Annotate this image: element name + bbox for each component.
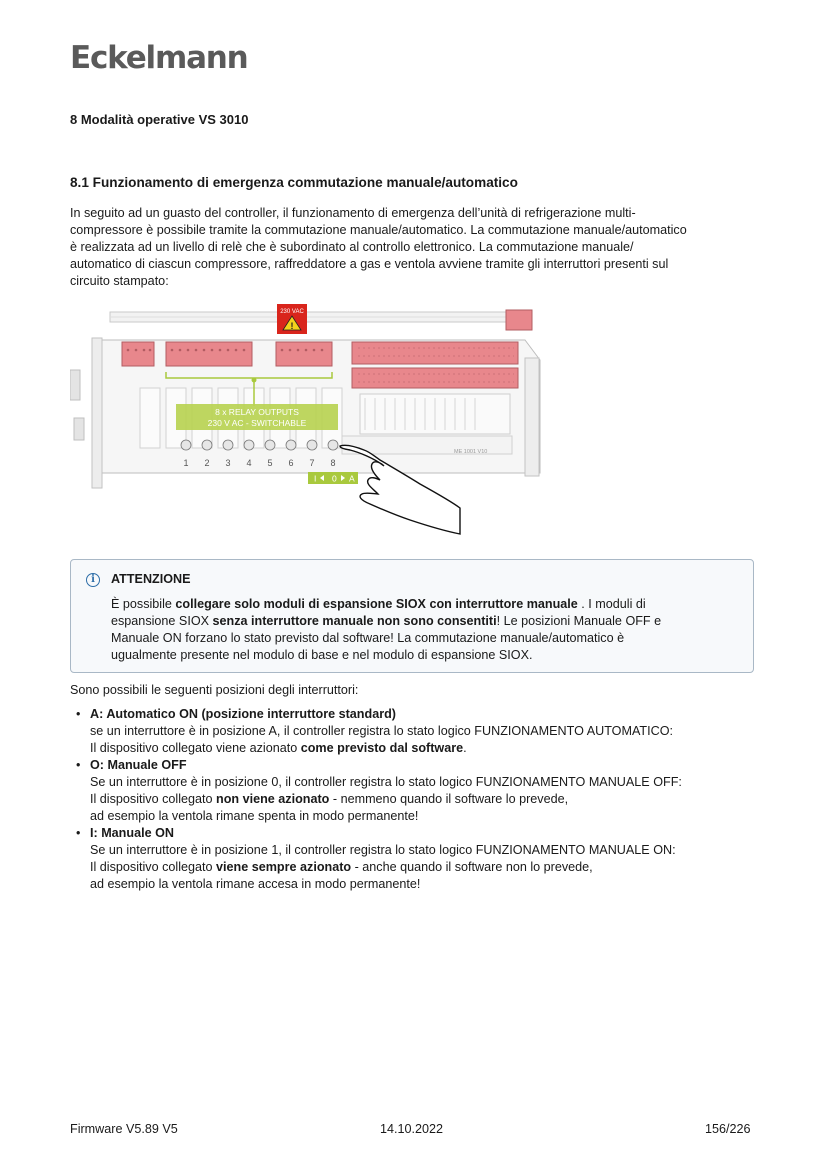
position-line: Se un interruttore è in posizione 0, il controller registra lo stato logico FUNZIONAMENTO MANUALE OFF:: [90, 775, 682, 789]
intro-line: In seguito ad un guasto del controller, il funzionamento di emergenza dell’unità di refrigerazione multi-: [70, 206, 636, 220]
intro-line: compressore è possibile tramite la commutazione manuale/automatico. La commutazione manuale/automatico: [70, 223, 687, 237]
text-run: È possibile: [111, 597, 176, 611]
position-line: [90, 740, 766, 757]
text-run: . I moduli di: [577, 597, 646, 611]
list-item: [76, 706, 766, 757]
high-voltage-warning: [277, 304, 307, 334]
switch-number: 1: [183, 458, 189, 468]
position-line: ad esempio la ventola rimane spenta in modo permanente!: [90, 809, 419, 823]
position-heading: I: Manuale ON: [90, 826, 174, 840]
switch-number: 3: [225, 458, 231, 468]
text-run: ! Le posizioni Manuale OFF e: [496, 614, 662, 628]
callout-body: [111, 596, 741, 664]
relay-label-line1: 8 x RELAY OUTPUTS: [215, 407, 299, 417]
text-run-bold: come previsto dal software: [300, 741, 464, 755]
attention-callout: [70, 559, 754, 673]
switch-number: 4: [246, 458, 252, 468]
text-run-bold: viene sempre azionato: [216, 860, 352, 874]
text-run: Il dispositivo collegato: [90, 792, 217, 806]
svg-text:!: !: [290, 321, 294, 331]
text-run: Il dispositivo collegato: [90, 860, 217, 874]
warning-label: 230 VAC: [280, 309, 304, 315]
position-heading: O: Manuale OFF: [90, 758, 187, 772]
callout-line: [111, 613, 741, 630]
bullet: •: [76, 707, 81, 721]
text-run: - anche quando il software non lo prevede,: [351, 860, 593, 874]
legend-manual-off: 0: [332, 473, 337, 484]
bullet: •: [76, 758, 81, 772]
info-icon: i: [86, 573, 100, 587]
intro-line: circuito stampato:: [70, 274, 169, 288]
section-title: 8.1 Funzionamento di emergenza commutazione manuale/automatico: [70, 175, 518, 190]
eckelmann-logo: Eckelmann: [70, 40, 248, 76]
text-run: Il dispositivo collegato viene azionato: [90, 741, 301, 755]
text-run-bold: collegare solo moduli di espansione SIOX con interruttore manuale: [175, 597, 578, 611]
position-line: [90, 859, 766, 876]
callout-line: ugualmente presente nel modulo di base e nel modulo di espansione SIOX.: [111, 648, 533, 662]
list-item: [76, 757, 766, 825]
intro-line: è realizzata ad un livello di relè che è subordinato al controllo elettronico. La commutazione manuale/: [70, 240, 634, 254]
switch-number: 6: [288, 458, 294, 468]
terminal-block-small: [506, 310, 532, 330]
circuit-board-figure: [70, 298, 560, 538]
intro-paragraph: [70, 205, 760, 290]
legend-automatic: A: [349, 473, 355, 484]
bullet: •: [76, 826, 81, 840]
text-run: .: [463, 741, 467, 755]
position-line: se un interruttore è in posizione A, il controller registra lo stato logico FUNZIONAMENTO AUTOMATICO:: [90, 724, 674, 738]
terminal-block: [166, 342, 252, 366]
text-run-bold: non viene azionato: [216, 792, 330, 806]
callout-line: [111, 596, 741, 613]
terminal-block: [276, 342, 332, 366]
switch-number: 5: [267, 458, 273, 468]
positions-intro: Sono possibili le seguenti posizioni degli interruttori:: [70, 683, 359, 697]
position-heading: A: Automatico ON (posizione interruttore standard): [90, 707, 396, 721]
switch-number: 8: [330, 458, 336, 468]
footer-page-number: 156/226: [705, 1122, 751, 1136]
switch-position-legend: [308, 472, 358, 484]
callout-title: ATTENZIONE: [111, 572, 191, 586]
switch-number: 2: [204, 458, 210, 468]
text-run: espansione SIOX: [111, 614, 213, 628]
text-run-bold: senza interruttore manuale non sono consentiti: [212, 614, 497, 628]
chapter-title: 8 Modalità operative VS 3010: [70, 112, 249, 127]
board-id-label: ME 1001 V10: [454, 449, 488, 455]
legend-manual-on: I: [314, 473, 317, 484]
terminal-block: [122, 342, 154, 366]
switch-number: 7: [309, 458, 315, 468]
list-item: [76, 825, 766, 893]
position-line: Se un interruttore è in posizione 1, il controller registra lo stato logico FUNZIONAMENTO MANUALE ON:: [90, 843, 676, 857]
footer-date: 14.10.2022: [380, 1122, 444, 1136]
circuit-board-illustration: [70, 298, 560, 538]
switch-positions-list: [76, 706, 766, 893]
text-run: - nemmeno quando il software lo prevede,: [329, 792, 569, 806]
intro-line: automatico di ciascun compressore, raffreddatore a gas e ventola avviene tramite gli interruttori presenti sul: [70, 257, 669, 271]
position-line: ad esempio la ventola rimane accesa in modo permanente!: [90, 877, 421, 891]
position-line: [90, 791, 766, 808]
callout-line: Manuale ON forzano lo stato previsto dal software! La commutazione manuale/automatico è: [111, 631, 625, 645]
relay-outputs-label: [176, 404, 338, 430]
relay-label-line2: 230 V AC - SWITCHABLE: [207, 418, 307, 428]
footer-firmware: Firmware V5.89 V5: [70, 1122, 178, 1136]
